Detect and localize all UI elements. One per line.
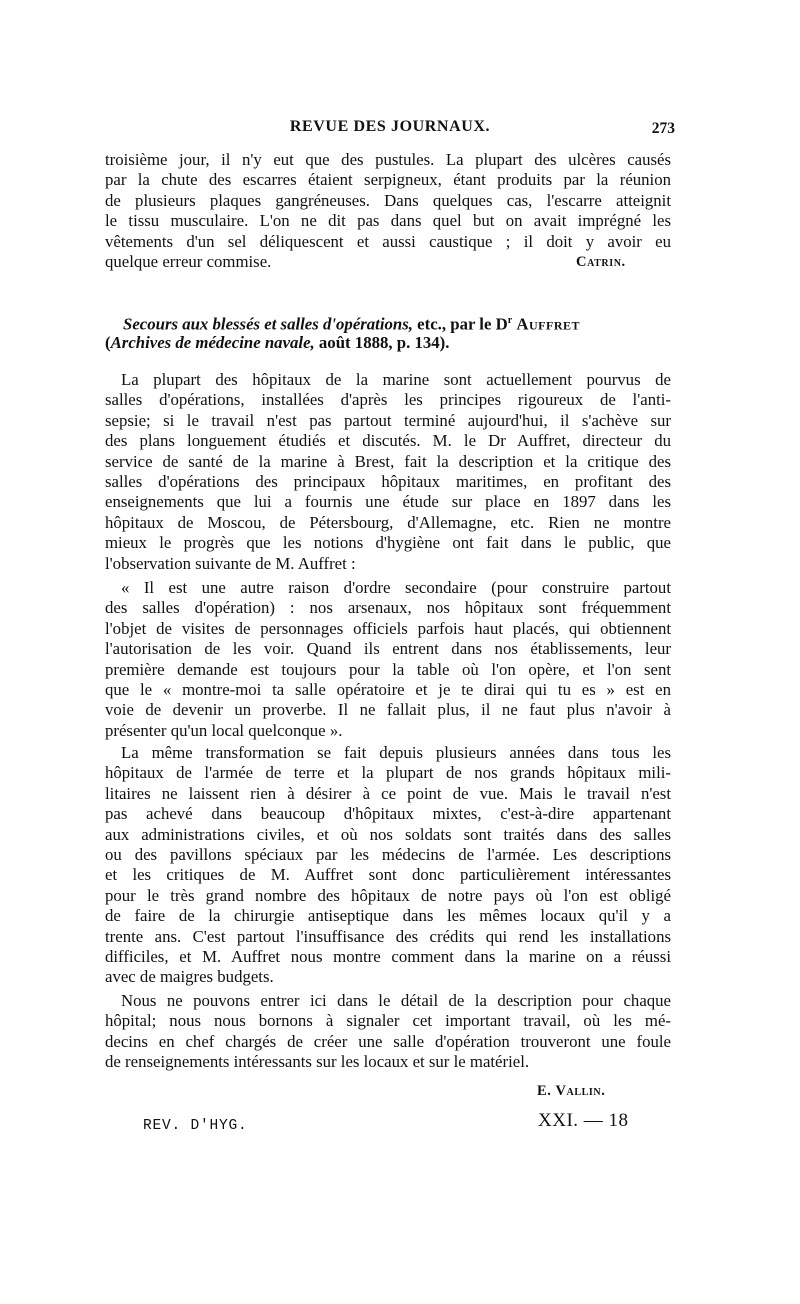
text-line: pour le très grand nombre des hôpitaux de notre pays où l'on est obligé bbox=[105, 885, 671, 905]
text-line: Nous ne pouvons entrer ici dans le détail de la description pour chaque bbox=[121, 991, 671, 1010]
text-line: des salles d'opération) : nos arsenaux, nos hôpitaux sont fréquemment bbox=[105, 598, 671, 618]
paragraph-2 bbox=[105, 743, 671, 988]
text-line: decins en chef chargés de créer une salle d'opération trouveront une foule bbox=[105, 1031, 671, 1051]
text-line: vêtements d'un sel déliquescent et aussi caustique ; il doit y avoir eu bbox=[105, 231, 671, 251]
text-line: avec de maigres budgets. bbox=[105, 967, 274, 987]
signature-catrin: Catrin. bbox=[576, 254, 626, 270]
running-title: REVUE DES JOURNAUX. bbox=[289, 118, 491, 135]
article-title-line bbox=[105, 310, 671, 332]
text-line: service de santé de la marine à Brest, fait la description et la critique des bbox=[105, 451, 671, 471]
paragraph-1 bbox=[105, 370, 671, 574]
text-line: trente ans. C'est partout l'insuffisance des crédits qui rend les installations bbox=[105, 926, 671, 946]
text-line: l'observation suivante de M. Auffret : bbox=[105, 553, 356, 573]
text-line: aux administrations civiles, et où nos soldats sont traités dans des salles bbox=[105, 824, 671, 844]
text-line: première demande est toujours pour la table où l'on opère, et l'on sent bbox=[105, 659, 671, 679]
text-line: de faire de la chirurgie antiseptique dans les mêmes locaux qu'il y a bbox=[105, 906, 671, 926]
text-line: salles d'opérations des principaux hôpitaux maritimes, en profitant des bbox=[105, 471, 671, 491]
text-line: ou des pavillons spéciaux par les médecins de l'armée. Les descriptions bbox=[105, 844, 671, 864]
footer-volume-signature: XXI. — 18 bbox=[538, 1110, 629, 1131]
text-line: litaires ne laissent rien à désirer à ce point de vue. Mais le travail n'est bbox=[105, 783, 671, 803]
article-title-sup: r bbox=[507, 315, 513, 326]
text-line: de plusieurs plaques gangréneuses. Dans quelques cas, l'escarre atteignit bbox=[105, 190, 671, 210]
text-line: par la chute des escarres étaient serpigneux, étant produits par la réunion bbox=[105, 170, 671, 190]
text-line: difficiles, et M. Auffret nous montre comment dans la marine on a réussi bbox=[105, 946, 671, 966]
text-line: enseignements que lui a fournis une étude sur place en 1897 dans les bbox=[105, 492, 671, 512]
text-line: pas achevé dans beaucoup d'hôpitaux mixtes, c'est-à-dire appartenant bbox=[105, 804, 671, 824]
article-source-line bbox=[105, 332, 671, 354]
article-heading bbox=[105, 310, 671, 354]
text-line: « Il est une autre raison d'ordre secondaire (pour construire partout bbox=[121, 578, 671, 597]
text-line: hôpitaux de Moscou, de Pétersbourg, d'Allemagne, etc. Rien ne montre bbox=[105, 512, 671, 532]
article-source: Archives de médecine navale, bbox=[110, 333, 315, 352]
source-open: ( bbox=[105, 333, 111, 352]
text-line: le tissu musculaire. L'on ne dit pas dans quel but on avait imprégné les bbox=[105, 211, 671, 231]
footer-journal-abbrev: REV. D'HYG. bbox=[143, 1118, 248, 1134]
text-line: quelque erreur commise. bbox=[105, 251, 272, 271]
text-line: présenter qu'un local quelconque ». bbox=[105, 720, 343, 740]
text-line: et les critiques de M. Auffret sont donc particulièrement intéressantes bbox=[105, 865, 671, 885]
text-line: que le « montre-moi ta salle opératoire et je te dirai qui tu es » est en bbox=[105, 679, 671, 699]
text-line: sepsie; si le travail n'est pas partout terminé aujourd'hui, il s'achève sur bbox=[105, 410, 671, 430]
running-head bbox=[105, 118, 675, 142]
text-line: voie de devenir un proverbe. Il ne fallait plus, il ne faut plus n'avoir à bbox=[105, 700, 671, 720]
text-line: l'objet de visites de personnages officiels parfois haut placés, qui obtiennent bbox=[105, 618, 671, 638]
text-line: mieux le progrès que les notions d'hygiène ont fait dans le public, que bbox=[105, 533, 671, 553]
text-line: l'autorisation de les voir. Quand ils entrent dans nos établissements, leur bbox=[105, 639, 671, 659]
text-line: troisième jour, il n'y eut que des pustules. La plupart des ulcères causés bbox=[105, 150, 671, 169]
article-source-rest: août 1888, p. 134). bbox=[314, 333, 450, 352]
article-title: Secours aux blessés et salles d'opérations, bbox=[123, 314, 413, 334]
text-line: hôpitaux de l'armée de terre et la plupart de nos grands hôpitaux mili- bbox=[105, 763, 671, 783]
article-author: Auffret bbox=[516, 314, 581, 334]
text-line: salles d'opérations, installées d'après les principes rigoureux de l'anti- bbox=[105, 390, 671, 410]
text-line: des plans longuement étudiés et discutés. M. le Dr Auffret, directeur du bbox=[105, 431, 671, 451]
page-number: 273 bbox=[651, 120, 675, 137]
signature-vallin: E. Vallin. bbox=[537, 1083, 606, 1099]
paragraph-3 bbox=[105, 991, 671, 1073]
text-line: La plupart des hôpitaux de la marine sont actuellement pourvus de bbox=[121, 370, 671, 389]
quote-paragraph bbox=[105, 578, 671, 741]
text-line: La même transformation se fait depuis plusieurs années dans tous les bbox=[121, 743, 671, 762]
text-line: de renseignements intéressants sur les locaux et sur le matériel. bbox=[105, 1052, 530, 1072]
article-title-rest: etc., par le D bbox=[412, 314, 508, 334]
text-line: hôpital; nous nous bornons à signaler cet important travail, où les mé- bbox=[105, 1011, 671, 1031]
